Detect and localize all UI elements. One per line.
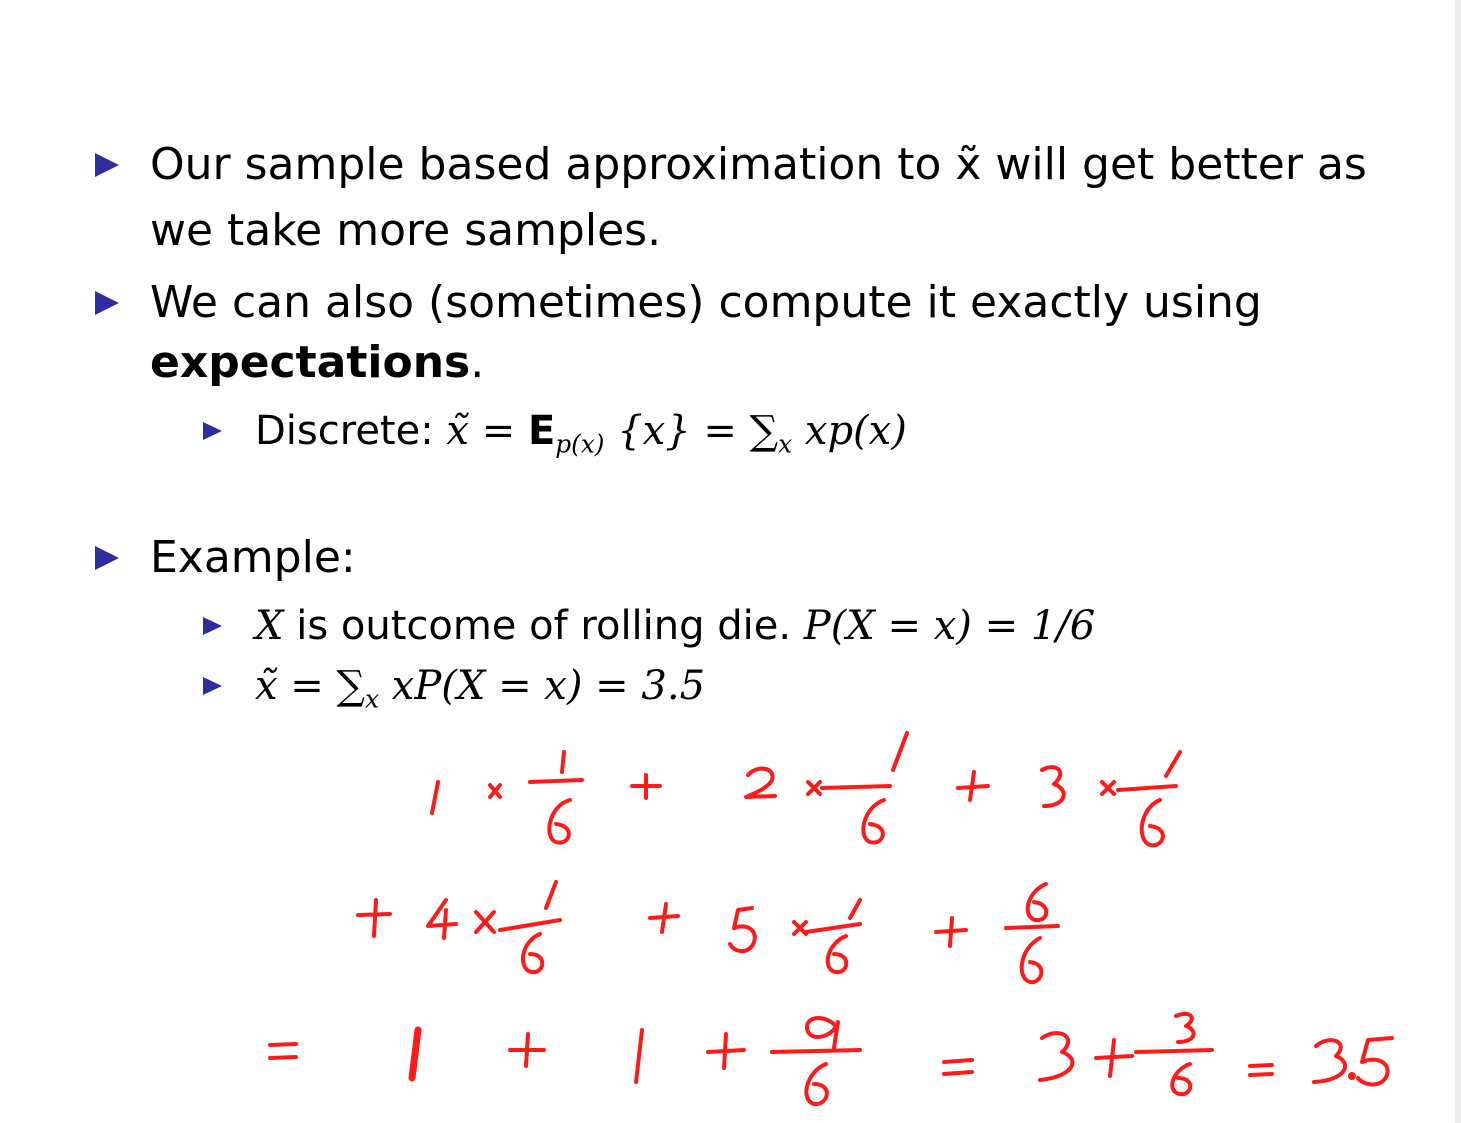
example-label: Example: bbox=[150, 532, 356, 583]
scrollbar-edge bbox=[1455, 0, 1461, 1123]
bullet-2-line-1: We can also (sometimes) compute it exactly using bbox=[150, 277, 1262, 328]
discrete-formula: Discrete: x̃ = $E_{p(x)}$ $\{x\} = \sum_x$ xp(x) bbox=[255, 408, 907, 459]
bold-term: expectations bbox=[150, 337, 471, 388]
handwriting-row-3 bbox=[270, 1014, 1392, 1104]
bullet-1-line-2: we take more samples. bbox=[150, 205, 662, 256]
handwriting-row-1 bbox=[432, 733, 1180, 845]
bullet-1-line-1: Our sample based approximation to x̃ will get better as bbox=[150, 139, 1367, 190]
slide: Our sample based approximation to x̃ will get better as we take more samples. We can also (sometimes) compute it exactly using expectations. Discrete: x̃ = $E_{p(x)}$ $\{x\} = \sum_x$ xp(x) Example: X is outcome of rolling die. P(X = x) = 1/6 x̃ = $\sum_x$ xP(X = x) = 3.5 bbox=[0, 0, 1455, 1123]
bullet-2-line-2: expectations. bbox=[150, 337, 485, 388]
handwriting-row-2 bbox=[358, 882, 1058, 982]
